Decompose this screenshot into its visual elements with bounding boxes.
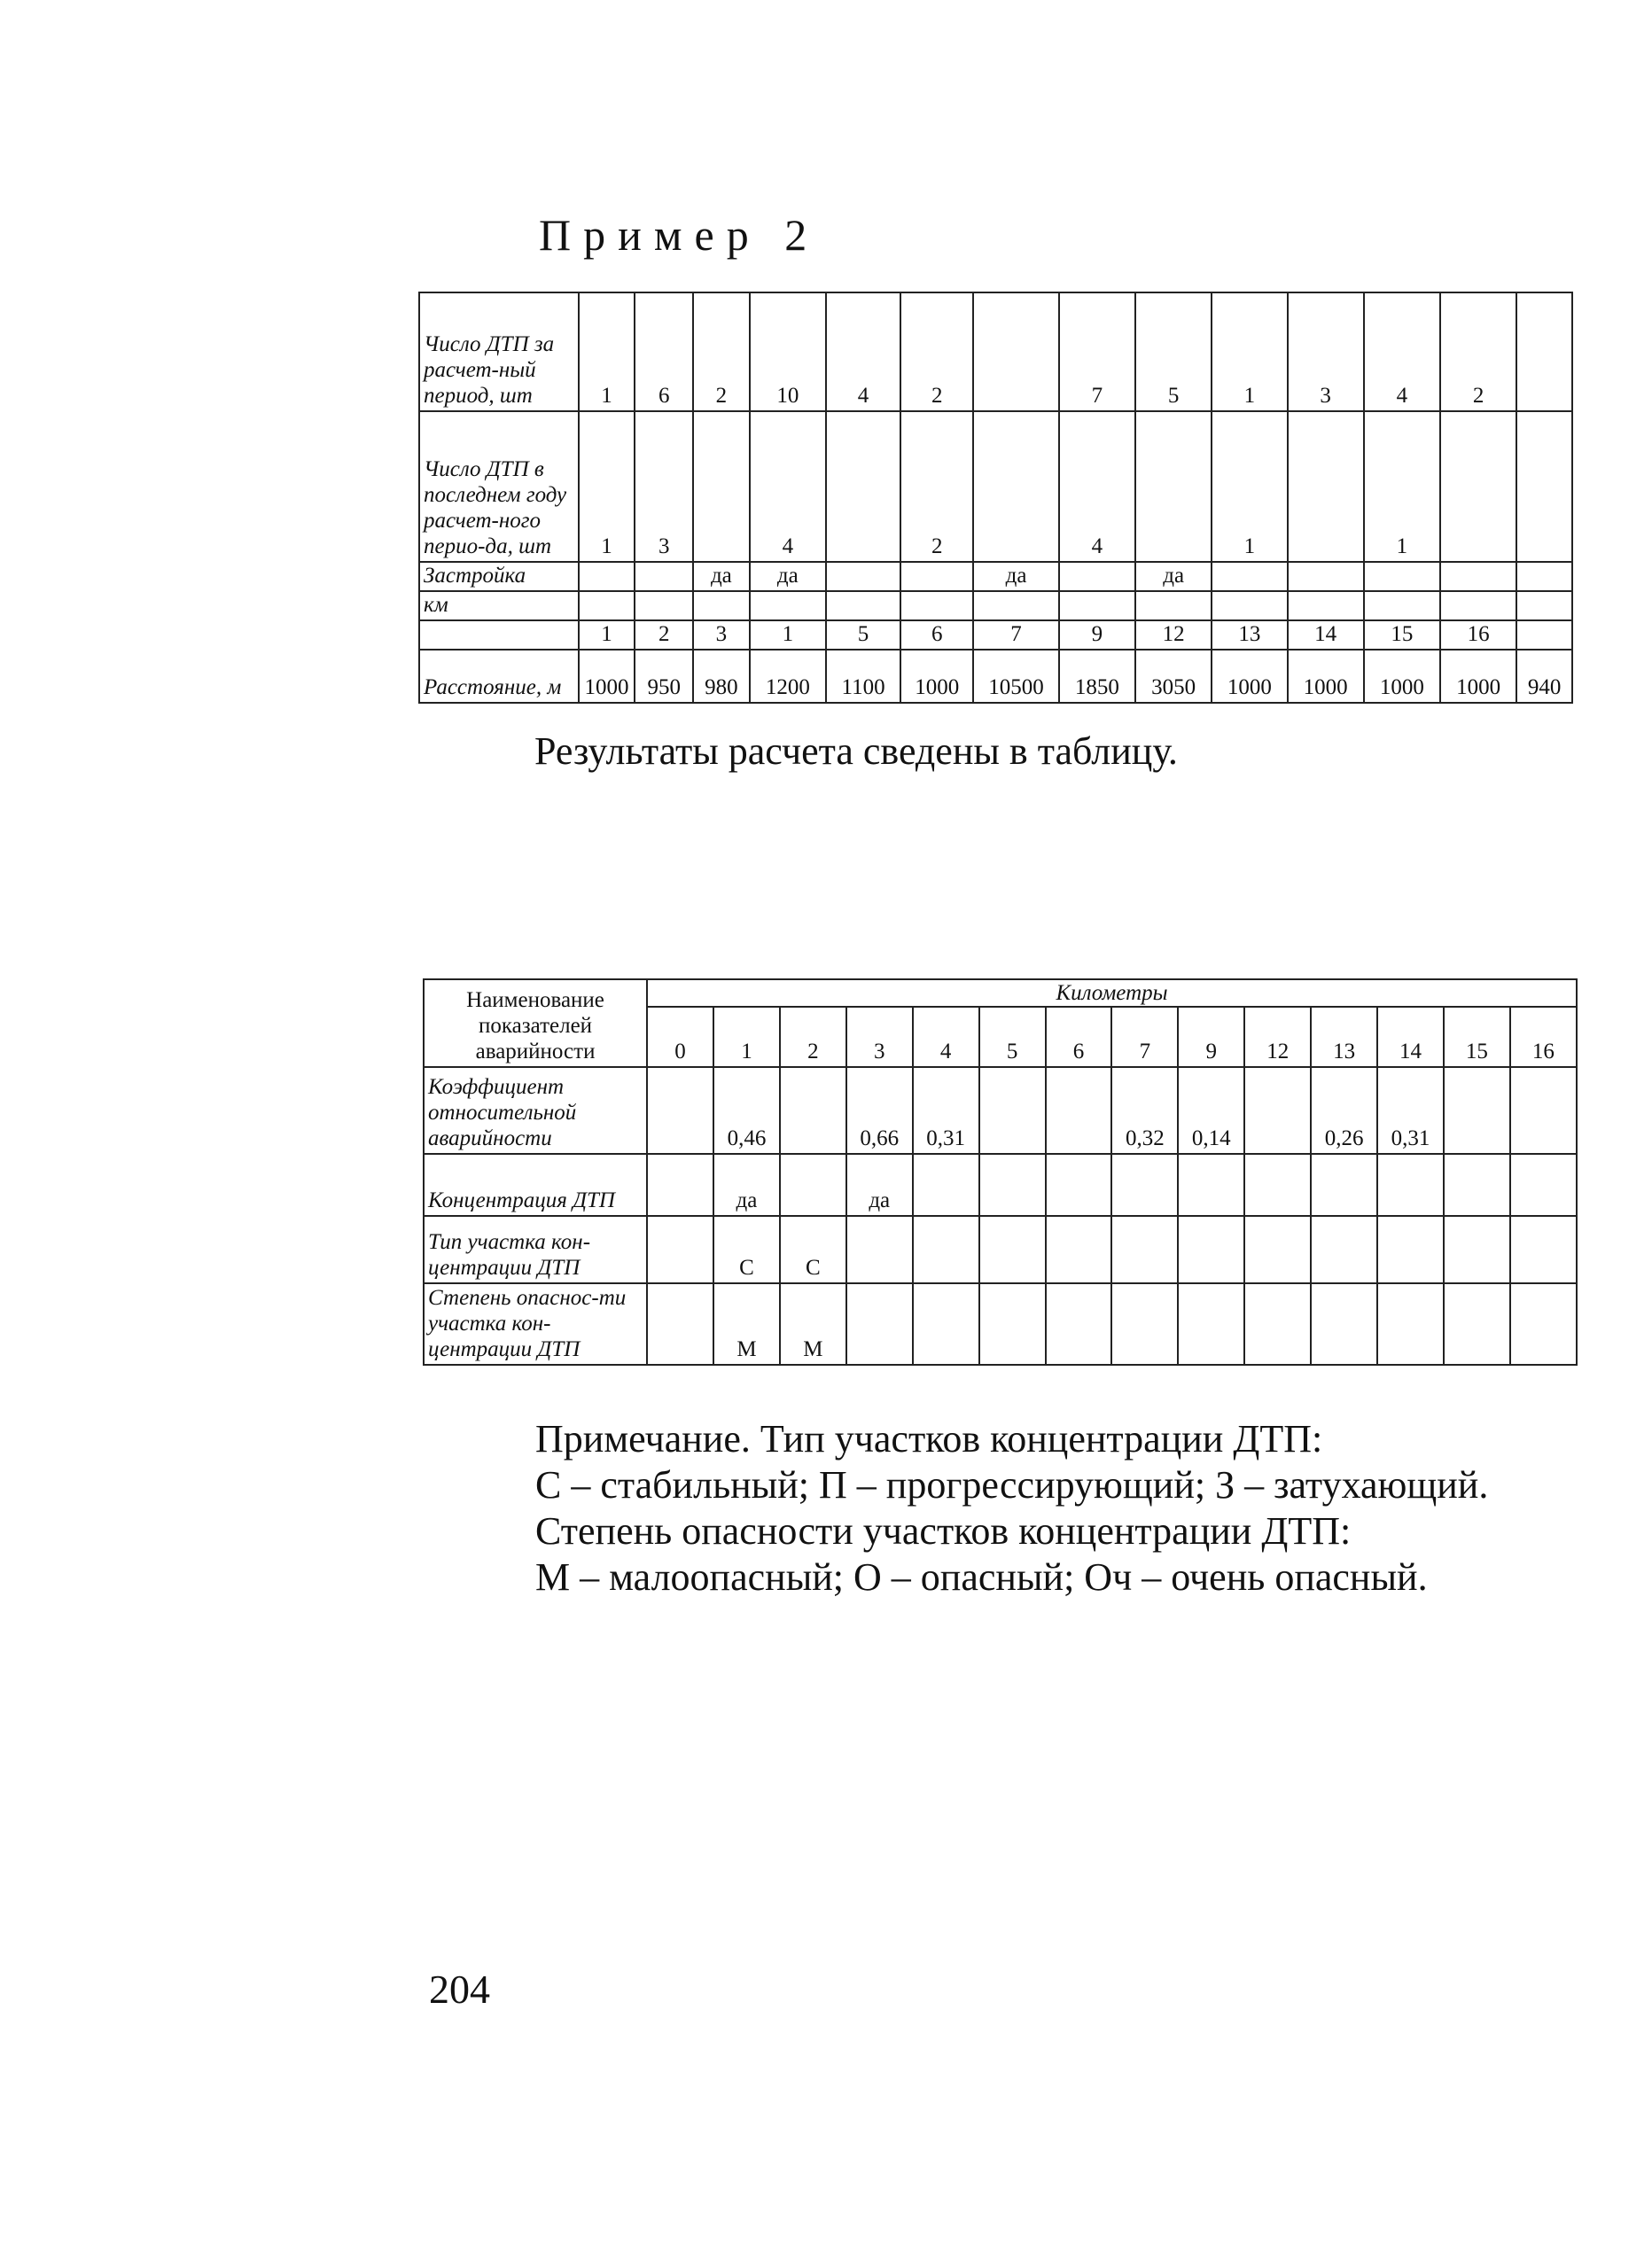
row-label: Коэффициент относительной аварийности	[424, 1067, 647, 1154]
table-cell	[1311, 1283, 1377, 1365]
table-cell: да	[750, 562, 826, 591]
table-cell	[1111, 1283, 1178, 1365]
table-cell: 0,66	[846, 1067, 913, 1154]
table-cell	[1440, 591, 1516, 620]
page-number: 204	[429, 1967, 490, 2012]
table-cell: да	[693, 562, 750, 591]
table-row	[424, 1154, 1577, 1216]
table-cell: 1	[1212, 411, 1287, 562]
table-cell	[1046, 1283, 1112, 1365]
table-cell	[1111, 1154, 1178, 1216]
table-cell	[635, 591, 693, 620]
table-row	[419, 591, 1572, 620]
table-cell	[635, 562, 693, 591]
table-row	[419, 411, 1572, 562]
table-cell	[1516, 620, 1572, 650]
table-cell: 1	[1212, 292, 1287, 411]
table-cell: 10	[750, 292, 826, 411]
table-cell	[1244, 1067, 1311, 1154]
table-cell	[979, 1067, 1046, 1154]
table-cell: 1	[579, 292, 635, 411]
table-cell: 9	[1059, 620, 1135, 650]
row-label: Число ДТП в последнем году расчет-ного перио-да, шт	[419, 411, 579, 562]
table-cell	[1135, 591, 1212, 620]
table-cell: да	[973, 562, 1059, 591]
table-cell	[1444, 1216, 1510, 1283]
note-block	[535, 1416, 1488, 1601]
km-cell: 1	[713, 1007, 780, 1067]
table-cell	[979, 1216, 1046, 1283]
table-cell	[1516, 562, 1572, 591]
table-cell: 2	[900, 411, 973, 562]
table-cell	[1440, 411, 1516, 562]
table-cell: 12	[1135, 620, 1212, 650]
table-cell	[693, 591, 750, 620]
table-cell: 3	[693, 620, 750, 650]
table-cell	[979, 1283, 1046, 1365]
row-label: Степень опаснос-ти участка кон-центрации ДТП	[424, 1283, 647, 1365]
table-cell: 1850	[1059, 650, 1135, 703]
table-cell	[780, 1154, 846, 1216]
table-cell	[1510, 1283, 1577, 1365]
table-cell	[1135, 411, 1212, 562]
table-cell: 4	[1059, 411, 1135, 562]
table-cell	[846, 1283, 913, 1365]
table-cell	[1244, 1216, 1311, 1283]
table-cell	[1244, 1154, 1311, 1216]
km-cell: 9	[1178, 1007, 1244, 1067]
table-cell	[973, 411, 1059, 562]
table-cell	[693, 411, 750, 562]
table-cell: 1	[579, 620, 635, 650]
table-cell: 0,32	[1111, 1067, 1178, 1154]
table-cell: 1	[579, 411, 635, 562]
table-cell: 2	[693, 292, 750, 411]
table-cell	[1046, 1067, 1112, 1154]
km-cell: 13	[1311, 1007, 1377, 1067]
table-cell: 15	[1364, 620, 1440, 650]
table-cell: 1000	[1364, 650, 1440, 703]
table-cell: 5	[1135, 292, 1212, 411]
table-cell	[647, 1283, 713, 1365]
table-cell: 3	[635, 411, 693, 562]
table-cell: 3	[1288, 292, 1364, 411]
table-cell	[1444, 1067, 1510, 1154]
table-cell: 7	[973, 620, 1059, 650]
km-cell: 2	[780, 1007, 846, 1067]
table-cell: 7	[1059, 292, 1135, 411]
table-cell: 0,14	[1178, 1067, 1244, 1154]
row-label: Расстояние, м	[419, 650, 579, 703]
table-cell	[1377, 1216, 1444, 1283]
row-label: Число ДТП за расчет-ный период, шт	[419, 292, 579, 411]
table-cell: 13	[1212, 620, 1287, 650]
table-cell	[1516, 411, 1572, 562]
table-row	[419, 292, 1572, 411]
km-cell: 7	[1111, 1007, 1178, 1067]
table-cell	[1046, 1154, 1112, 1216]
table-cell	[900, 591, 973, 620]
table-cell	[1111, 1216, 1178, 1283]
table-cell	[973, 591, 1059, 620]
table-cell: 3050	[1135, 650, 1212, 703]
km-cell: 14	[1377, 1007, 1444, 1067]
results-caption: Результаты расчета сведены в таблицу.	[534, 729, 1178, 773]
table-cell: 940	[1516, 650, 1572, 703]
table-cell: 1	[1364, 411, 1440, 562]
km-cell: 3	[846, 1007, 913, 1067]
table-cell: да	[846, 1154, 913, 1216]
table-cell: С	[713, 1216, 780, 1283]
table-cell	[1311, 1154, 1377, 1216]
table-cell	[826, 411, 900, 562]
table-row	[424, 1283, 1577, 1365]
row-label: Тип участка кон-центрации ДТП	[424, 1216, 647, 1283]
table-cell	[913, 1216, 979, 1283]
results-table	[423, 978, 1578, 1366]
table-cell: 1000	[1440, 650, 1516, 703]
table-cell	[579, 591, 635, 620]
table-cell: 0,46	[713, 1067, 780, 1154]
table-cell: 10500	[973, 650, 1059, 703]
accident-data-table	[418, 292, 1573, 704]
table-cell	[1377, 1283, 1444, 1365]
table-cell: 14	[1288, 620, 1364, 650]
table-cell	[913, 1154, 979, 1216]
table-cell: 1000	[900, 650, 973, 703]
table-cell: да	[1135, 562, 1212, 591]
table-cell	[1288, 591, 1364, 620]
table-cell: 980	[693, 650, 750, 703]
table-cell	[1046, 1216, 1112, 1283]
table-cell	[647, 1216, 713, 1283]
row-label: Концентрация ДТП	[424, 1154, 647, 1216]
table-cell: 1000	[1212, 650, 1287, 703]
table-cell: 2	[635, 620, 693, 650]
row-label: км	[419, 591, 579, 620]
row-label	[419, 620, 579, 650]
table-cell	[1510, 1067, 1577, 1154]
table-cell	[1059, 562, 1135, 591]
table-cell	[1444, 1154, 1510, 1216]
table-cell	[780, 1067, 846, 1154]
table-cell	[647, 1154, 713, 1216]
row-label: Застройка	[419, 562, 579, 591]
km-cell: 12	[1244, 1007, 1311, 1067]
table-cell	[973, 292, 1059, 411]
table-cell	[1288, 562, 1364, 591]
table-cell: 1100	[826, 650, 900, 703]
table-row	[419, 620, 1572, 650]
table-cell: 1200	[750, 650, 826, 703]
table-row	[424, 1067, 1577, 1154]
km-cell: 0	[647, 1007, 713, 1067]
table-row	[419, 650, 1572, 703]
example-heading: Пример 2	[539, 210, 820, 260]
note-line: М – малоопасный; О – опасный; Оч – очень опасный.	[535, 1555, 1428, 1599]
table-cell: 2	[1440, 292, 1516, 411]
table-cell: 4	[826, 292, 900, 411]
table-cell: 1000	[579, 650, 635, 703]
km-cell: 6	[1046, 1007, 1112, 1067]
table-cell	[1516, 292, 1572, 411]
table-cell	[1440, 562, 1516, 591]
table-row	[424, 1216, 1577, 1283]
table-cell: да	[713, 1154, 780, 1216]
table-cell	[647, 1067, 713, 1154]
table-cell	[913, 1283, 979, 1365]
note-line: Примечание. Тип участков концентрации ДТП:	[535, 1417, 1323, 1461]
km-cell: 4	[913, 1007, 979, 1067]
note-line: С – стабильный; П – прогрессирующий; З – затухающий.	[535, 1463, 1489, 1507]
table-cell	[1364, 562, 1440, 591]
km-cell: 16	[1510, 1007, 1577, 1067]
table-cell: С	[780, 1216, 846, 1283]
table-cell	[1212, 591, 1287, 620]
table-cell	[1244, 1283, 1311, 1365]
table-cell	[1311, 1216, 1377, 1283]
km-cell: 5	[979, 1007, 1046, 1067]
table-cell: М	[780, 1283, 846, 1365]
table-cell: 16	[1440, 620, 1516, 650]
table-cell	[1212, 562, 1287, 591]
table-cell: 1	[750, 620, 826, 650]
table-cell	[1444, 1283, 1510, 1365]
table-cell	[1288, 411, 1364, 562]
table-cell: 4	[1364, 292, 1440, 411]
table-row	[419, 562, 1572, 591]
table-cell: 0,31	[1377, 1067, 1444, 1154]
table-cell: 0,26	[1311, 1067, 1377, 1154]
table-cell: 6	[635, 292, 693, 411]
table-cell: 2	[900, 292, 973, 411]
table-cell	[900, 562, 973, 591]
table-cell: 4	[750, 411, 826, 562]
note-line: Степень опасности участков концентрации ДТП:	[535, 1509, 1352, 1553]
table-cell	[826, 562, 900, 591]
table-cell	[979, 1154, 1046, 1216]
table-cell	[1178, 1216, 1244, 1283]
table-cell: 6	[900, 620, 973, 650]
table-cell	[826, 591, 900, 620]
table-cell	[1364, 591, 1440, 620]
table-cell	[579, 562, 635, 591]
table-cell	[1178, 1283, 1244, 1365]
table-cell	[750, 591, 826, 620]
table-cell	[846, 1216, 913, 1283]
table-cell	[1178, 1154, 1244, 1216]
table-cell	[1516, 591, 1572, 620]
table-cell	[1377, 1154, 1444, 1216]
header-row	[424, 979, 1577, 1007]
table-cell: М	[713, 1283, 780, 1365]
kilometers-header: Километры	[647, 979, 1577, 1007]
indicator-header: Наименование показателей аварийности	[424, 979, 647, 1067]
table-cell: 5	[826, 620, 900, 650]
table-cell: 0,31	[913, 1067, 979, 1154]
table-cell	[1510, 1154, 1577, 1216]
table-cell: 1000	[1288, 650, 1364, 703]
table-cell: 950	[635, 650, 693, 703]
km-cell: 15	[1444, 1007, 1510, 1067]
table-cell	[1510, 1216, 1577, 1283]
table-cell	[1059, 591, 1135, 620]
